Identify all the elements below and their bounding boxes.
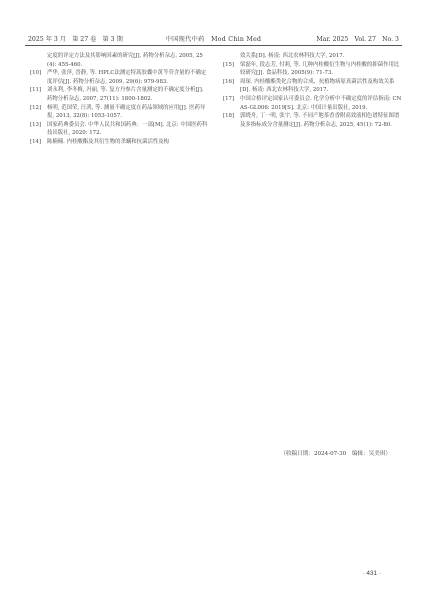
reference-number: [17] — [223, 95, 235, 102]
reference-item — [30, 86, 210, 103]
reference-text: 效关系[D]. 杨凌: 西北农林科技大学, 2017. — [240, 53, 345, 59]
reference-item — [223, 61, 403, 78]
header-journal-name: 中国现代中药 Mod Chin Med — [165, 36, 262, 43]
reference-number: [10] — [30, 70, 42, 77]
reference-item — [223, 78, 403, 95]
reference-item — [30, 121, 210, 138]
reference-text: 梁磊年, 段志芳, 付莉, 等. 几种内桂酸衍生物与内桂酸的抑菌作用比较研究[J]. 食品科技, 2005(9): 71-73. — [240, 61, 400, 77]
reference-text: 严华, 张萍, 晋静, 等. HPLC法测定特蒿胶囊中黄芩苷含量的不确定度评估[J]. 药物分析杂志, 2009, 29(6): 979-983. — [47, 70, 207, 85]
header-volume-info: Mar. 2025 Vol. 27 No. 3 — [316, 36, 399, 43]
reference-item — [223, 52, 403, 61]
header-issue-info: 2025 年 3 月 第 27 卷 第 3 期 — [28, 36, 123, 43]
reference-text: 国家药典委员会. 中华人民共和国药典：一部[M]. 北京: 中国医药科技出版社, 2020: 172. — [47, 121, 208, 137]
reference-text: 中国合格评定国家认可委员会. 化学分析中不确定度的评估指南: CNAS-GL006: 2019[S]. 北京: 中国计量出版社, 2019. — [240, 95, 402, 111]
reference-number: [15] — [223, 61, 235, 68]
reference-item — [30, 69, 210, 86]
reference-text: 刘永利, 李冬梅, 冯丽, 等. 复方丹参片含量测定的不确定度分析[J]. 药物分析杂志, 2007, 27(11): 1800-1802. — [47, 87, 204, 102]
reference-text: 定度的评定方法及其影响因素的研究[J]. 药物分析杂志, 2005, 25(4): 455-460. — [47, 53, 203, 68]
reference-column-left — [30, 52, 210, 147]
reference-item — [30, 52, 210, 69]
reference-text: 郭晓舟, 丁一明, 张宇, 等. 不同产地茶香香附高效液相色谱特征图谱及多指标成分含量测定[J]. 药物分析杂志, 2025, 45(1): 72-80. — [240, 113, 400, 128]
running-header — [25, 34, 402, 46]
received-date-editor-note: （收稿日期：2024-07-30 编辑：吴美琪） — [280, 451, 391, 457]
reference-item — [223, 95, 403, 112]
reference-item — [30, 138, 210, 147]
reference-number: [12] — [30, 104, 42, 111]
reference-number: [11] — [30, 87, 42, 94]
reference-text: 杨明, 范国荣, 汪鸿, 等. 测量不确定度在药品领域的应用[J]. 医药导报, 2013, 32(8): 1053-1057. — [47, 104, 206, 120]
reference-number: [18] — [223, 113, 235, 120]
reference-text: 周琛. 内桂酸酯类化合物的合成、抗植物病原真菌活性及构效关系[D]. 杨凌: 西北农林科技大学, 2017. — [240, 78, 395, 94]
reference-number: [14] — [30, 138, 42, 145]
reference-number: [16] — [223, 78, 235, 85]
reference-item — [223, 112, 403, 129]
page-number: · 431 · — [362, 570, 381, 577]
reference-item — [30, 104, 210, 121]
reference-column-right — [223, 52, 403, 129]
reference-number: [13] — [30, 121, 42, 128]
reference-text: 陈楠楠. 内桂酸酯及其衍生物的杀螨和抗菌活性及构 — [47, 138, 170, 145]
